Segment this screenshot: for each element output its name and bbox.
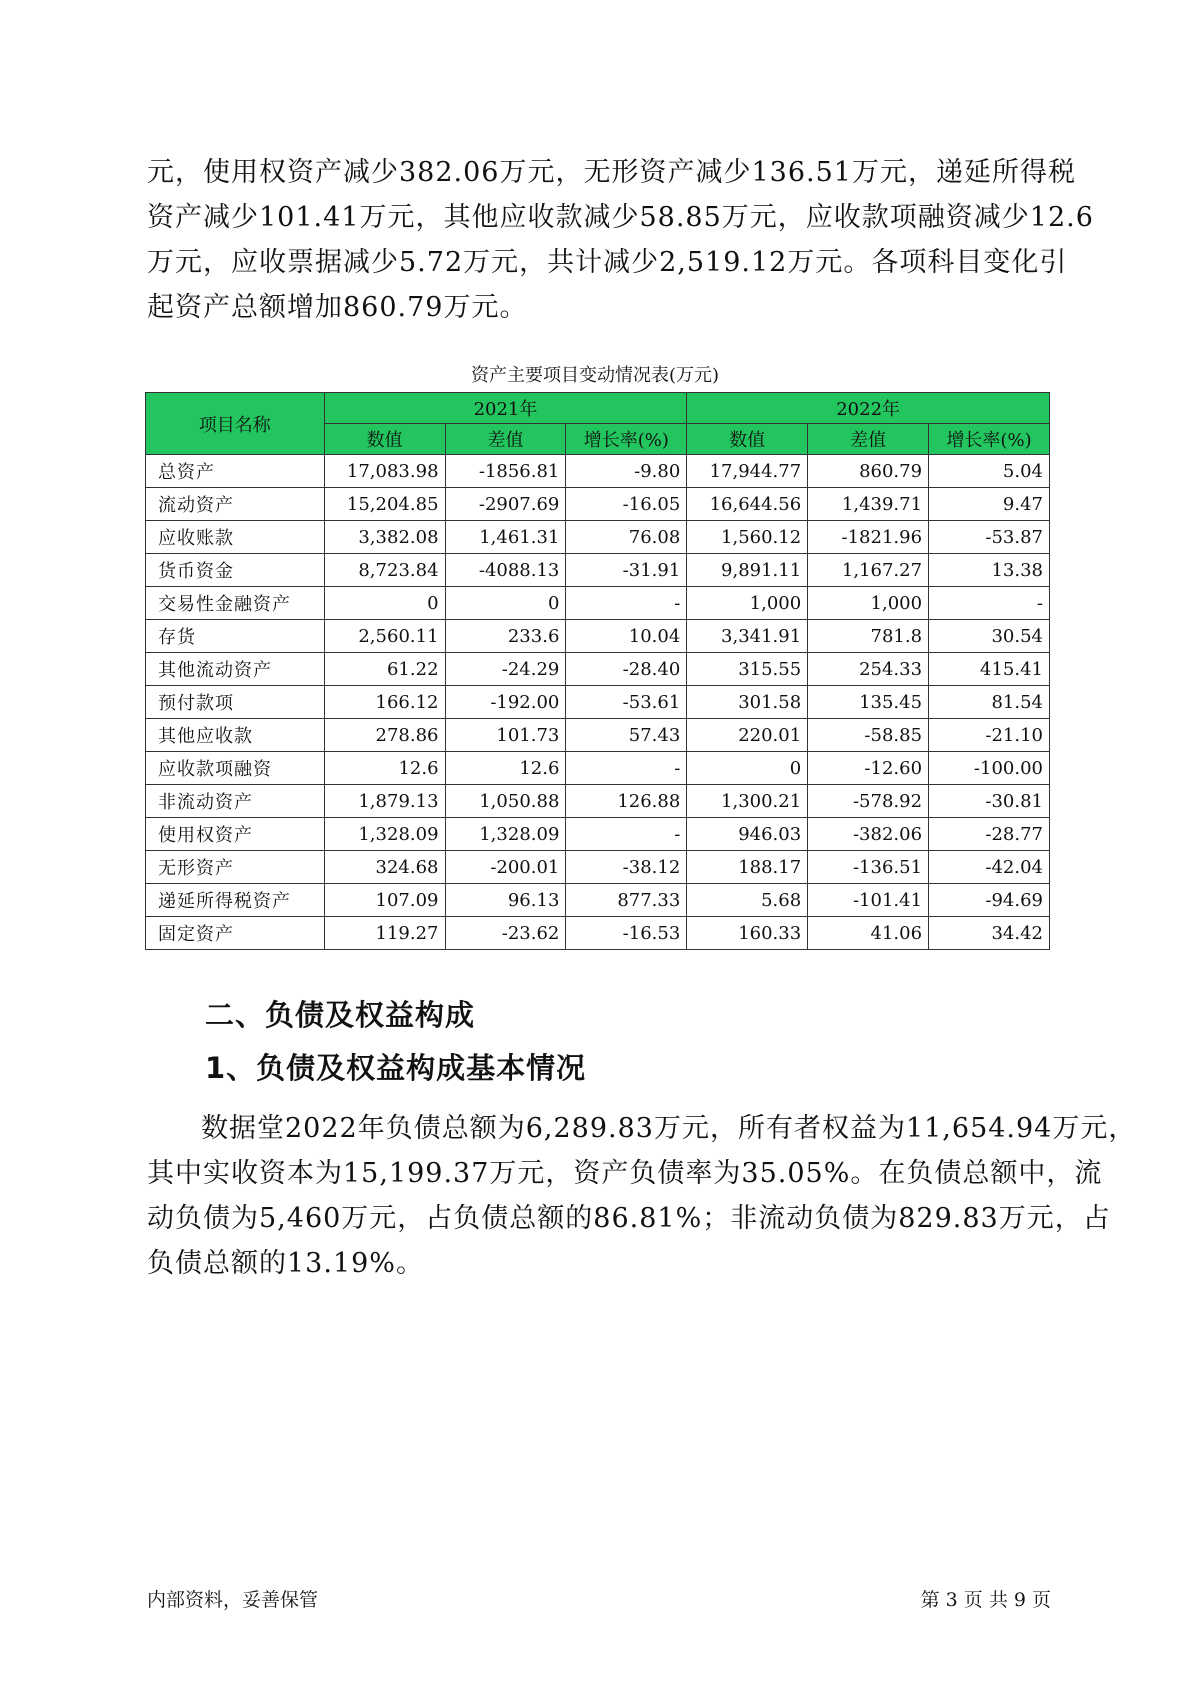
row-value-cell: 13.38 bbox=[929, 554, 1050, 587]
body-line: 动负债为5,460万元，占负债总额的86.81%；非流动负债为829.83万元，占 bbox=[147, 1203, 1111, 1234]
row-value-cell: -16.53 bbox=[566, 917, 687, 950]
table-row bbox=[146, 686, 1050, 719]
row-value-cell: 1,050.88 bbox=[445, 785, 566, 818]
row-value-cell: 254.33 bbox=[808, 653, 929, 686]
row-value-cell: -2907.69 bbox=[445, 488, 566, 521]
row-item-name: 递延所得税资产 bbox=[146, 884, 325, 917]
row-value-cell: 1,328.09 bbox=[445, 818, 566, 851]
section-heading: 二、负债及权益构成 bbox=[205, 998, 476, 1032]
row-value-cell: -382.06 bbox=[808, 818, 929, 851]
row-value-cell: 315.55 bbox=[687, 653, 808, 686]
row-value-cell: 0 bbox=[324, 587, 445, 620]
intro-paragraph bbox=[147, 150, 1094, 330]
subheader-value-2021: 数值 bbox=[324, 424, 445, 455]
row-value-cell: -4088.13 bbox=[445, 554, 566, 587]
row-value-cell: -200.01 bbox=[445, 851, 566, 884]
table-row bbox=[146, 851, 1050, 884]
subheader-growth-2021: 增长率(%) bbox=[566, 424, 687, 455]
row-value-cell: -192.00 bbox=[445, 686, 566, 719]
row-value-cell: -30.81 bbox=[929, 785, 1050, 818]
row-value-cell: 0 bbox=[687, 752, 808, 785]
row-item-name: 固定资产 bbox=[146, 917, 325, 950]
row-item-name: 应收账款 bbox=[146, 521, 325, 554]
row-value-cell: - bbox=[566, 587, 687, 620]
row-value-cell: 2,560.11 bbox=[324, 620, 445, 653]
table-row bbox=[146, 554, 1050, 587]
row-value-cell: 15,204.85 bbox=[324, 488, 445, 521]
table-row bbox=[146, 752, 1050, 785]
intro-line: 起资产总额增加860.79万元。 bbox=[147, 292, 528, 323]
row-item-name: 总资产 bbox=[146, 455, 325, 488]
row-value-cell: 30.54 bbox=[929, 620, 1050, 653]
row-value-cell: -100.00 bbox=[929, 752, 1050, 785]
row-value-cell: 781.8 bbox=[808, 620, 929, 653]
table-row bbox=[146, 488, 1050, 521]
row-value-cell: -53.87 bbox=[929, 521, 1050, 554]
row-value-cell: 3,382.08 bbox=[324, 521, 445, 554]
row-value-cell: -28.40 bbox=[566, 653, 687, 686]
row-value-cell: 135.45 bbox=[808, 686, 929, 719]
row-value-cell: 1,439.71 bbox=[808, 488, 929, 521]
table-row bbox=[146, 521, 1050, 554]
body-line: 其中实收资本为15,199.37万元，资产负债率为35.05%。在负债总额中，流 bbox=[147, 1158, 1103, 1189]
row-value-cell: -58.85 bbox=[808, 719, 929, 752]
year-2022-header: 2022年 bbox=[687, 393, 1050, 424]
row-value-cell: -578.92 bbox=[808, 785, 929, 818]
row-value-cell: -53.61 bbox=[566, 686, 687, 719]
row-value-cell: 5.04 bbox=[929, 455, 1050, 488]
table-row bbox=[146, 587, 1050, 620]
row-value-cell: 1,000 bbox=[687, 587, 808, 620]
row-value-cell: 166.12 bbox=[324, 686, 445, 719]
intro-line: 万元，应收票据减少5.72万元，共计减少2,519.12万元。各项科目变化引 bbox=[147, 247, 1068, 278]
row-item-name: 应收款项融资 bbox=[146, 752, 325, 785]
subheader-diff-2021: 差值 bbox=[445, 424, 566, 455]
intro-line: 资产减少101.41万元，其他应收款减少58.85万元，应收款项融资减少12.6 bbox=[147, 202, 1094, 233]
row-value-cell: 16,644.56 bbox=[687, 488, 808, 521]
asset-change-table bbox=[145, 392, 1050, 950]
row-value-cell: 3,341.91 bbox=[687, 620, 808, 653]
col-item-header: 项目名称 bbox=[146, 393, 325, 455]
row-value-cell: 17,944.77 bbox=[687, 455, 808, 488]
table-header-row bbox=[146, 393, 1050, 424]
row-value-cell: 8,723.84 bbox=[324, 554, 445, 587]
row-value-cell: 233.6 bbox=[445, 620, 566, 653]
table-row bbox=[146, 653, 1050, 686]
row-value-cell: - bbox=[566, 752, 687, 785]
subheader-growth-2022: 增长率(%) bbox=[929, 424, 1050, 455]
row-value-cell: 34.42 bbox=[929, 917, 1050, 950]
row-value-cell: 5.68 bbox=[687, 884, 808, 917]
row-value-cell: 1,328.09 bbox=[324, 818, 445, 851]
row-value-cell: 107.09 bbox=[324, 884, 445, 917]
row-item-name: 流动资产 bbox=[146, 488, 325, 521]
subsection-heading: 1、负债及权益构成基本情况 bbox=[205, 1051, 587, 1085]
row-item-name: 其他应收款 bbox=[146, 719, 325, 752]
body-line: 数据堂2022年负债总额为6,289.83万元，所有者权益为11,654.94万元， bbox=[201, 1113, 1137, 1144]
row-value-cell: -9.80 bbox=[566, 455, 687, 488]
row-value-cell: 12.6 bbox=[324, 752, 445, 785]
table-body bbox=[146, 455, 1050, 950]
row-value-cell: 12.6 bbox=[445, 752, 566, 785]
row-value-cell: 415.41 bbox=[929, 653, 1050, 686]
row-value-cell: 1,879.13 bbox=[324, 785, 445, 818]
row-value-cell: -38.12 bbox=[566, 851, 687, 884]
row-value-cell: -42.04 bbox=[929, 851, 1050, 884]
row-value-cell: 126.88 bbox=[566, 785, 687, 818]
table-row bbox=[146, 785, 1050, 818]
liabilities-paragraph bbox=[147, 1106, 1137, 1286]
footer-confidential-note: 内部资料，妥善保管 bbox=[147, 1589, 319, 1611]
row-item-name: 存货 bbox=[146, 620, 325, 653]
table-row bbox=[146, 719, 1050, 752]
row-value-cell: 1,167.27 bbox=[808, 554, 929, 587]
row-item-name: 使用权资产 bbox=[146, 818, 325, 851]
row-value-cell: 9,891.11 bbox=[687, 554, 808, 587]
row-value-cell: 220.01 bbox=[687, 719, 808, 752]
row-value-cell: -136.51 bbox=[808, 851, 929, 884]
intro-line: 元，使用权资产减少382.06万元，无形资产减少136.51万元，递延所得税 bbox=[147, 157, 1076, 188]
row-value-cell: 1,000 bbox=[808, 587, 929, 620]
row-value-cell: 301.58 bbox=[687, 686, 808, 719]
table-row bbox=[146, 818, 1050, 851]
row-item-name: 其他流动资产 bbox=[146, 653, 325, 686]
row-value-cell: -12.60 bbox=[808, 752, 929, 785]
row-value-cell: 81.54 bbox=[929, 686, 1050, 719]
row-item-name: 货币资金 bbox=[146, 554, 325, 587]
row-value-cell: - bbox=[566, 818, 687, 851]
row-value-cell: 160.33 bbox=[687, 917, 808, 950]
footer-page-number: 第 3 页 共 9 页 bbox=[920, 1589, 1051, 1611]
subheader-value-2022: 数值 bbox=[687, 424, 808, 455]
table-caption: 资产主要项目变动情况表(万元) bbox=[470, 365, 720, 386]
body-line: 负债总额的13.19%。 bbox=[147, 1248, 424, 1279]
row-value-cell: 101.73 bbox=[445, 719, 566, 752]
row-value-cell: 1,461.31 bbox=[445, 521, 566, 554]
row-value-cell: 57.43 bbox=[566, 719, 687, 752]
row-item-name: 预付款项 bbox=[146, 686, 325, 719]
row-value-cell: 188.17 bbox=[687, 851, 808, 884]
row-value-cell: 278.86 bbox=[324, 719, 445, 752]
row-value-cell: 9.47 bbox=[929, 488, 1050, 521]
row-item-name: 无形资产 bbox=[146, 851, 325, 884]
row-value-cell: -31.91 bbox=[566, 554, 687, 587]
row-value-cell: 860.79 bbox=[808, 455, 929, 488]
row-value-cell: 946.03 bbox=[687, 818, 808, 851]
table-row bbox=[146, 620, 1050, 653]
row-value-cell: 17,083.98 bbox=[324, 455, 445, 488]
row-value-cell: 119.27 bbox=[324, 917, 445, 950]
row-value-cell: 877.33 bbox=[566, 884, 687, 917]
row-value-cell: 1,560.12 bbox=[687, 521, 808, 554]
row-value-cell: -94.69 bbox=[929, 884, 1050, 917]
row-value-cell: 1,300.21 bbox=[687, 785, 808, 818]
row-value-cell: -1856.81 bbox=[445, 455, 566, 488]
row-value-cell: -1821.96 bbox=[808, 521, 929, 554]
row-value-cell: - bbox=[929, 587, 1050, 620]
row-value-cell: 96.13 bbox=[445, 884, 566, 917]
row-value-cell: 41.06 bbox=[808, 917, 929, 950]
subheader-diff-2022: 差值 bbox=[808, 424, 929, 455]
row-value-cell: 0 bbox=[445, 587, 566, 620]
row-value-cell: 61.22 bbox=[324, 653, 445, 686]
row-value-cell: -24.29 bbox=[445, 653, 566, 686]
row-value-cell: -23.62 bbox=[445, 917, 566, 950]
row-value-cell: -28.77 bbox=[929, 818, 1050, 851]
row-value-cell: -16.05 bbox=[566, 488, 687, 521]
row-value-cell: 76.08 bbox=[566, 521, 687, 554]
table-row bbox=[146, 917, 1050, 950]
row-item-name: 交易性金融资产 bbox=[146, 587, 325, 620]
year-2021-header: 2021年 bbox=[324, 393, 687, 424]
row-item-name: 非流动资产 bbox=[146, 785, 325, 818]
row-value-cell: 10.04 bbox=[566, 620, 687, 653]
row-value-cell: -21.10 bbox=[929, 719, 1050, 752]
row-value-cell: 324.68 bbox=[324, 851, 445, 884]
table-row bbox=[146, 455, 1050, 488]
table-row bbox=[146, 884, 1050, 917]
row-value-cell: -101.41 bbox=[808, 884, 929, 917]
